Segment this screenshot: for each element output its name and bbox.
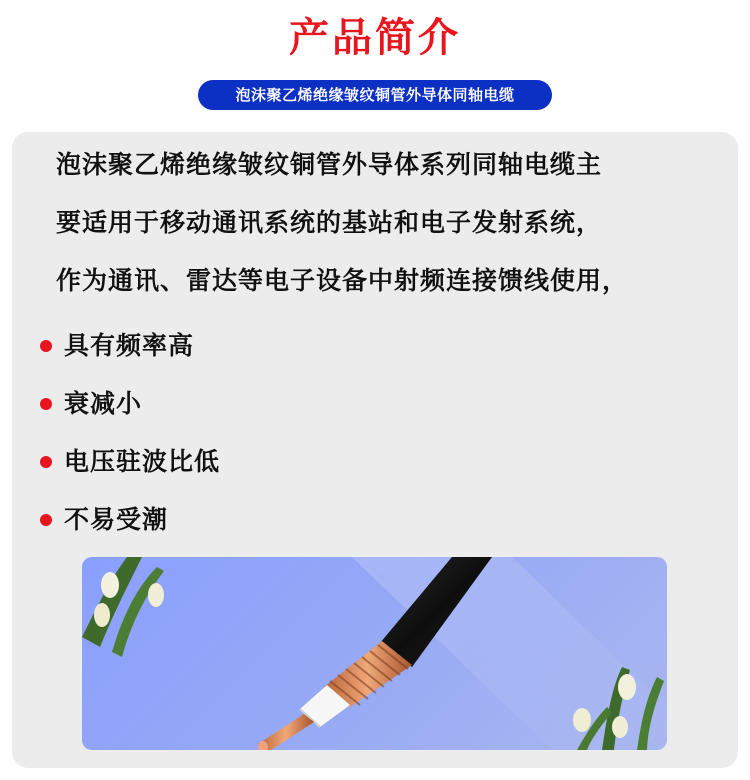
bullet-icon	[40, 398, 52, 410]
feature-label: 不易受潮	[64, 505, 169, 534]
feature-item	[40, 491, 220, 549]
feature-label: 衰减小	[64, 389, 143, 418]
bullet-icon	[40, 340, 52, 352]
bullet-icon	[40, 456, 52, 468]
feature-list	[40, 317, 220, 549]
intro-line: 泡沫聚乙烯绝缘皱纹铜管外导体系列同轴电缆主	[56, 150, 603, 179]
intro-line: 作为通讯、雷达等电子设备中射频连接馈线使用，	[56, 266, 629, 295]
feature-item	[40, 317, 220, 375]
feature-label: 电压驻波比低	[64, 447, 221, 476]
intro-line: 要适用于移动通讯系统的基站和电子发射系统，	[56, 208, 603, 237]
product-photo	[82, 557, 667, 750]
feature-item	[40, 375, 220, 433]
tulip-decoration-left	[82, 557, 164, 657]
feature-item	[40, 433, 220, 491]
page-title: 产品简介	[289, 15, 461, 61]
feature-label: 具有频率高	[64, 331, 195, 360]
subtitle-badge: 泡沫聚乙烯绝缘皱纹铜管外导体同轴电缆	[198, 80, 552, 110]
coaxial-cable-illustration	[82, 557, 667, 750]
intro-paragraph	[56, 136, 716, 310]
bullet-icon	[40, 514, 52, 526]
